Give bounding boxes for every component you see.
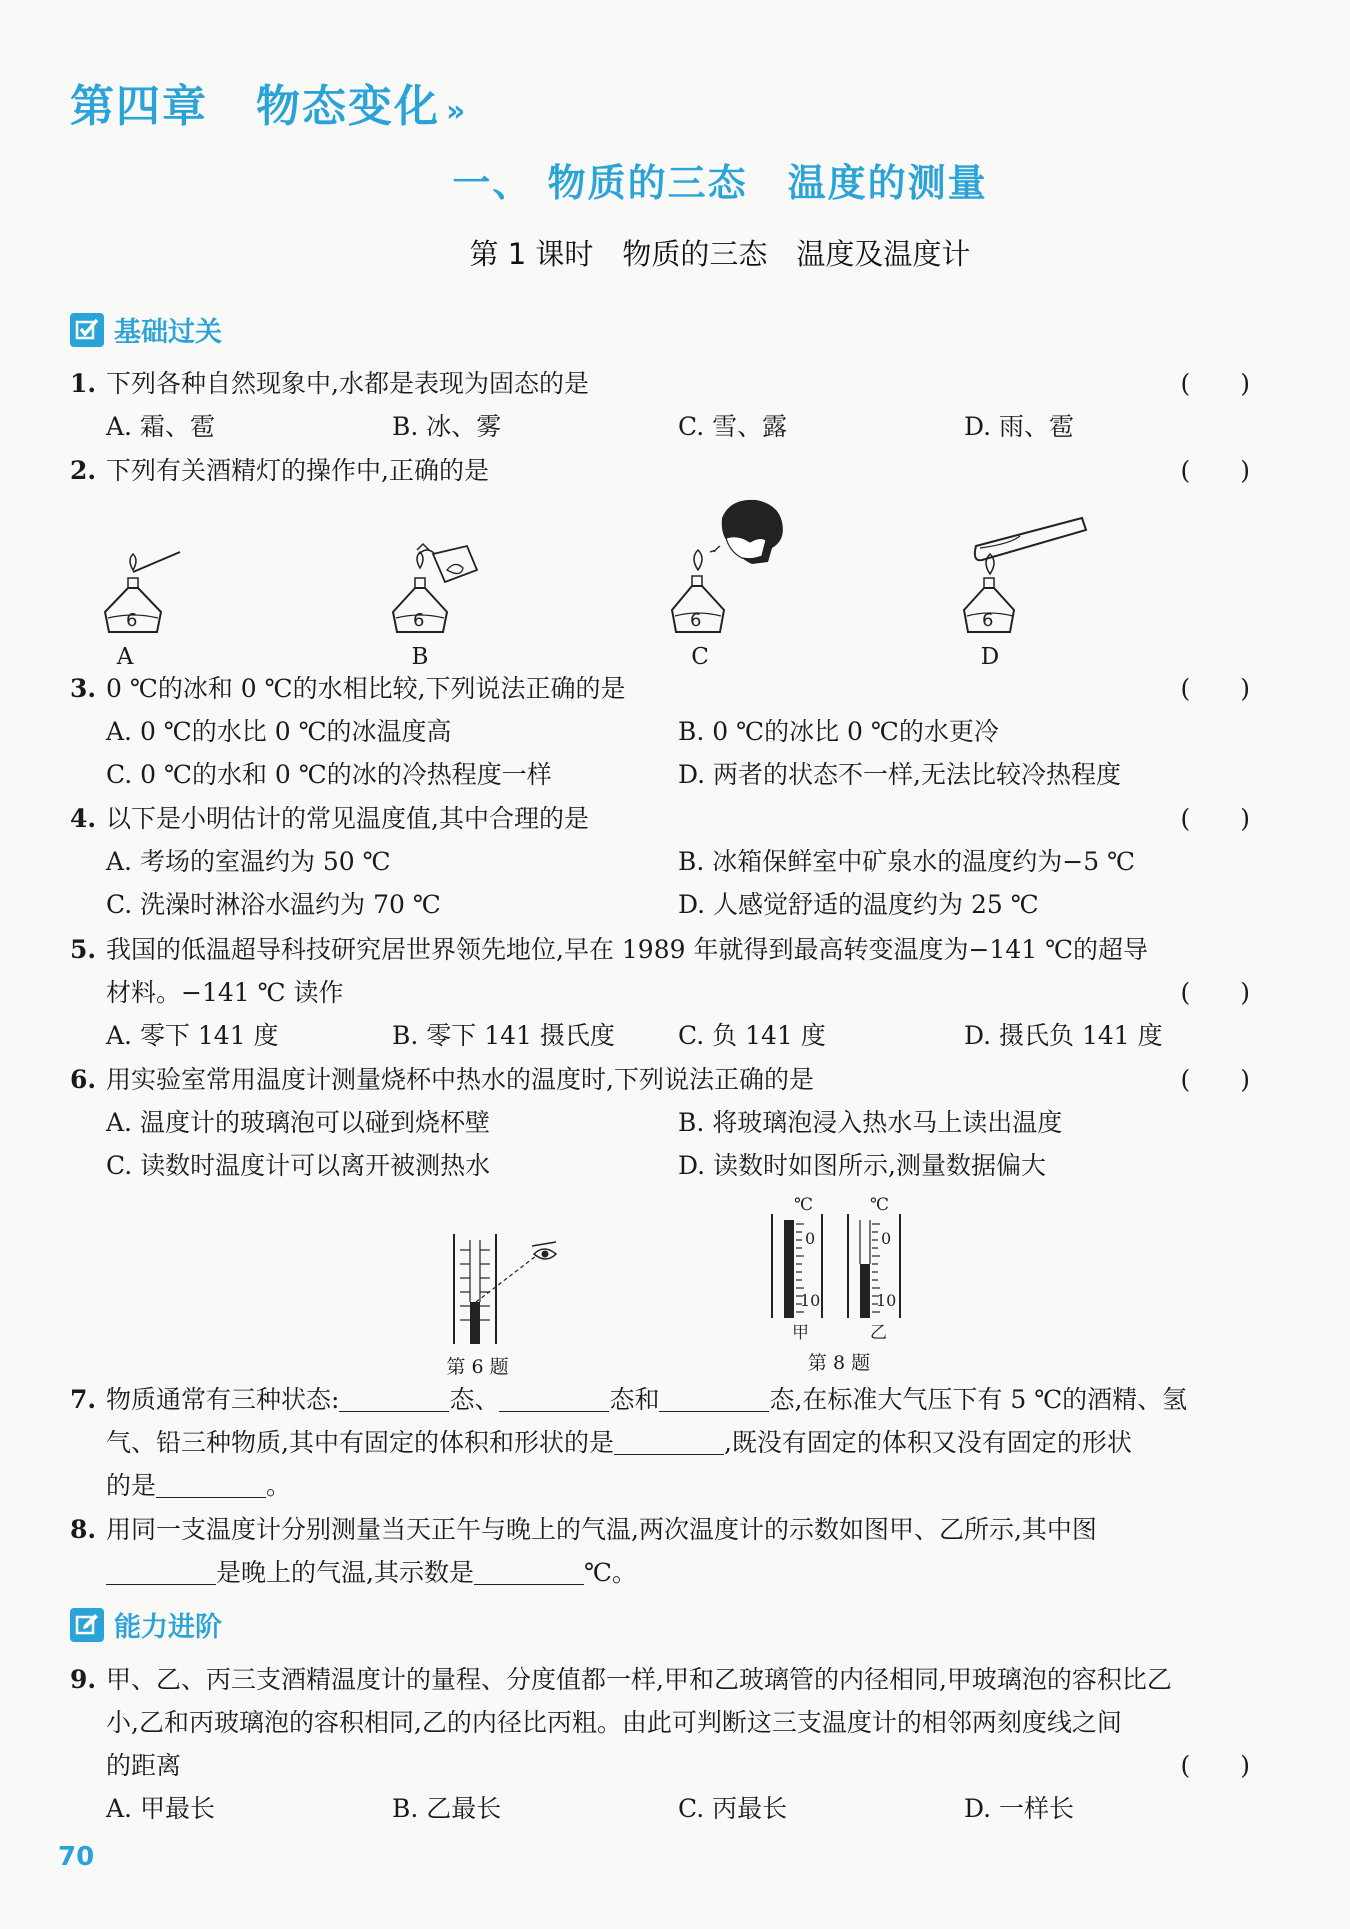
options-row-2 xyxy=(70,1144,1250,1187)
figure-label: A xyxy=(116,644,134,670)
figure-caption: 第 6 题 xyxy=(446,1356,509,1378)
svg-text:6: 6 xyxy=(982,610,994,631)
question-text: 用实验室常用温度计测量烧杯中热水的温度时,下列说法正确的是 xyxy=(106,1065,814,1094)
option-a: A. 零下 141 度 xyxy=(106,1021,279,1050)
question-text: 以下是小明估计的常见温度值,其中合理的是 xyxy=(106,804,589,833)
text-part: 态和 xyxy=(609,1385,660,1414)
text-part: ℃。 xyxy=(583,1558,637,1587)
text-part: 。 xyxy=(266,1471,292,1500)
question-number: 5. xyxy=(70,935,97,964)
section-label: 基础过关 xyxy=(114,317,222,348)
alcohol-lamp-icon xyxy=(95,540,185,640)
question-number: 6. xyxy=(70,1065,97,1094)
question-number: 3. xyxy=(70,674,97,703)
option-b: B. 0 ℃的冰比 0 ℃的水更冷 xyxy=(678,717,999,746)
blank-1[interactable] xyxy=(106,1556,216,1585)
option-b: B. 将玻璃泡浸入热水马上读出温度 xyxy=(678,1108,1063,1137)
blank-2[interactable] xyxy=(499,1383,609,1412)
options-row-1 xyxy=(70,840,1250,883)
question-3 xyxy=(70,667,1250,796)
tick-label-bottom-b: 10 xyxy=(876,1291,897,1310)
question-1 xyxy=(70,362,1250,448)
option-a: A. 考场的室温约为 50 ℃ xyxy=(106,847,391,876)
blank-5[interactable] xyxy=(156,1469,266,1498)
text-part: 物质通常有三种状态: xyxy=(106,1385,340,1414)
text-part: 用同一支温度计分别测量当天正午与晚上的气温,两次温度计的示数如图甲、乙所示,其中图 xyxy=(106,1515,1097,1544)
lesson-title: 第 1 课时 物质的三态 温度及温度计 xyxy=(469,237,971,271)
figure-q6 xyxy=(440,1230,570,1378)
label-yi: 乙 xyxy=(870,1323,887,1343)
option-b: B. 冰箱保鲜室中矿泉水的温度约为−5 ℃ xyxy=(678,847,1136,876)
option-d: D. 人感觉舒适的温度约为 25 ℃ xyxy=(678,890,1039,919)
text-part: 态,在标准大气压下有 5 ℃的酒精、氢 xyxy=(769,1385,1188,1414)
section-label: 能力进阶 xyxy=(114,1612,222,1643)
option-a: A. 甲最长 xyxy=(106,1794,215,1823)
text-part: 的是 xyxy=(106,1471,157,1500)
chapter-number: 第四章 xyxy=(70,81,208,132)
question-number: 9. xyxy=(70,1665,97,1694)
option-a: A. 温度计的玻璃泡可以碰到烧杯壁 xyxy=(106,1108,490,1137)
question-text: 下列各种自然现象中,水都是表现为固态的是 xyxy=(106,369,589,398)
question-number: 1. xyxy=(70,369,97,398)
figure-q8 xyxy=(764,1192,914,1372)
question-text-cont: 的距离 xyxy=(106,1751,182,1780)
option-b: B. 冰、雾 xyxy=(392,412,502,441)
section-header-basic xyxy=(70,310,222,349)
question-number: 2. xyxy=(70,456,97,485)
edit-icon xyxy=(70,1608,104,1642)
answer-bracket: ( ) xyxy=(1180,804,1250,833)
question-text: 甲、乙、丙三支酒精温度计的量程、分度值都一样,甲和乙玻璃管的内径相同,甲玻璃泡的容积比乙 xyxy=(106,1665,1172,1694)
lamp-figure-c xyxy=(670,498,800,668)
figure-label: C xyxy=(691,644,709,670)
question-number: 4. xyxy=(70,804,97,833)
options xyxy=(70,1787,1250,1830)
option-c: C. 0 ℃的水和 0 ℃的冰的冷热程度一样 xyxy=(106,760,552,789)
lamp-figure-b xyxy=(385,540,485,670)
svg-text:6: 6 xyxy=(413,610,425,631)
figure-caption: 第 8 题 xyxy=(807,1352,871,1374)
question-number: 7. xyxy=(70,1385,97,1414)
question-text: 我国的低温超导科技研究居世界领先地位,早在 1989 年就得到最高转变温度为−141 ℃的超导 xyxy=(106,935,1149,964)
options-row-1 xyxy=(70,1101,1250,1144)
question-number: 8. xyxy=(70,1515,97,1544)
section-header-advanced xyxy=(70,1605,222,1644)
options xyxy=(70,1014,1250,1057)
answer-bracket: ( ) xyxy=(1180,369,1250,398)
question-text-cont: 小,乙和丙玻璃泡的容积相同,乙的内径比丙粗。由此可判断这三支温度计的相邻两刻度线之间 xyxy=(106,1708,1122,1737)
answer-bracket: ( ) xyxy=(1180,1065,1250,1094)
alcohol-lamp-icon xyxy=(385,540,485,640)
figure-label: D xyxy=(980,644,1000,670)
svg-text:6: 6 xyxy=(126,610,138,631)
option-c: C. 负 141 度 xyxy=(678,1021,826,1050)
blank-1[interactable] xyxy=(339,1383,449,1412)
question-text-cont: 材料。−141 ℃ 读作 xyxy=(106,978,344,1007)
text-part: 是晚上的气温,其示数是 xyxy=(216,1558,474,1587)
answer-bracket: ( ) xyxy=(1180,1751,1250,1780)
chapter-title: 物态变化 xyxy=(256,81,440,132)
tick-label-top-a: 0 xyxy=(805,1229,816,1248)
option-c: C. 雪、露 xyxy=(678,412,788,441)
tick-label-top-b: 0 xyxy=(881,1229,892,1248)
option-b: B. 零下 141 摄氏度 xyxy=(392,1021,615,1050)
question-5 xyxy=(70,928,1250,1057)
question-8 xyxy=(70,1508,1250,1594)
thermometers-icon xyxy=(764,1192,914,1344)
text-part: 态、 xyxy=(449,1385,500,1414)
section-title: 一、 物质的三态 温度的测量 xyxy=(452,161,988,205)
test-tube-heating-icon xyxy=(960,512,1100,640)
option-d: D. 两者的状态不一样,无法比较冷热程度 xyxy=(678,760,1121,789)
question-7 xyxy=(70,1378,1250,1507)
options-row-2 xyxy=(70,753,1250,796)
page-number: 70 xyxy=(58,1842,95,1872)
question-text: 0 ℃的冰和 0 ℃的水相比较,下列说法正确的是 xyxy=(106,674,626,703)
answer-bracket: ( ) xyxy=(1180,456,1250,485)
blank-3[interactable] xyxy=(659,1383,769,1412)
blank-2[interactable] xyxy=(474,1556,584,1585)
tick-label-bottom-a: 10 xyxy=(800,1291,821,1310)
question-9 xyxy=(70,1658,1250,1830)
option-a: A. 霜、雹 xyxy=(106,412,215,441)
question-2 xyxy=(70,449,1250,492)
option-d: D. 摄氏负 141 度 xyxy=(964,1021,1163,1050)
options-row-2 xyxy=(70,883,1250,926)
question-6 xyxy=(70,1058,1250,1187)
option-d: D. 读数时如图所示,测量数据偏大 xyxy=(678,1151,1046,1180)
option-d: D. 雨、雹 xyxy=(964,412,1075,441)
person-blowing-lamp-icon xyxy=(670,498,800,640)
option-b: B. 乙最长 xyxy=(392,1794,502,1823)
option-a: A. 0 ℃的水比 0 ℃的冰温度高 xyxy=(106,717,452,746)
question-text: 下列有关酒精灯的操作中,正确的是 xyxy=(106,456,489,485)
figure-label: B xyxy=(411,644,429,670)
label-jia: 甲 xyxy=(792,1323,809,1343)
text-part: ,既没有固定的体积又没有固定的形状 xyxy=(723,1428,1132,1457)
option-c: C. 读数时温度计可以离开被测热水 xyxy=(106,1151,491,1180)
lamp-figure-d xyxy=(960,512,1100,670)
answer-bracket: ( ) xyxy=(1180,978,1250,1007)
option-c: C. 丙最长 xyxy=(678,1794,788,1823)
options-row-1 xyxy=(70,710,1250,753)
unit-label-b: ℃ xyxy=(870,1195,890,1215)
thermometer-eye-icon xyxy=(440,1230,570,1348)
blank-4[interactable] xyxy=(614,1426,724,1455)
check-icon xyxy=(70,313,104,347)
unit-label-a: ℃ xyxy=(794,1195,814,1215)
options xyxy=(70,405,1250,448)
chevron-icon: » xyxy=(446,94,468,129)
chapter-heading xyxy=(70,70,467,134)
answer-bracket: ( ) xyxy=(1180,674,1250,703)
svg-text:6: 6 xyxy=(690,610,702,631)
text-part: 气、铅三种物质,其中有固定的体积和形状的是 xyxy=(106,1428,614,1457)
lamp-figure-a xyxy=(95,540,185,670)
option-d: D. 一样长 xyxy=(964,1794,1075,1823)
option-c: C. 洗澡时淋浴水温约为 70 ℃ xyxy=(106,890,441,919)
question-4 xyxy=(70,797,1250,926)
